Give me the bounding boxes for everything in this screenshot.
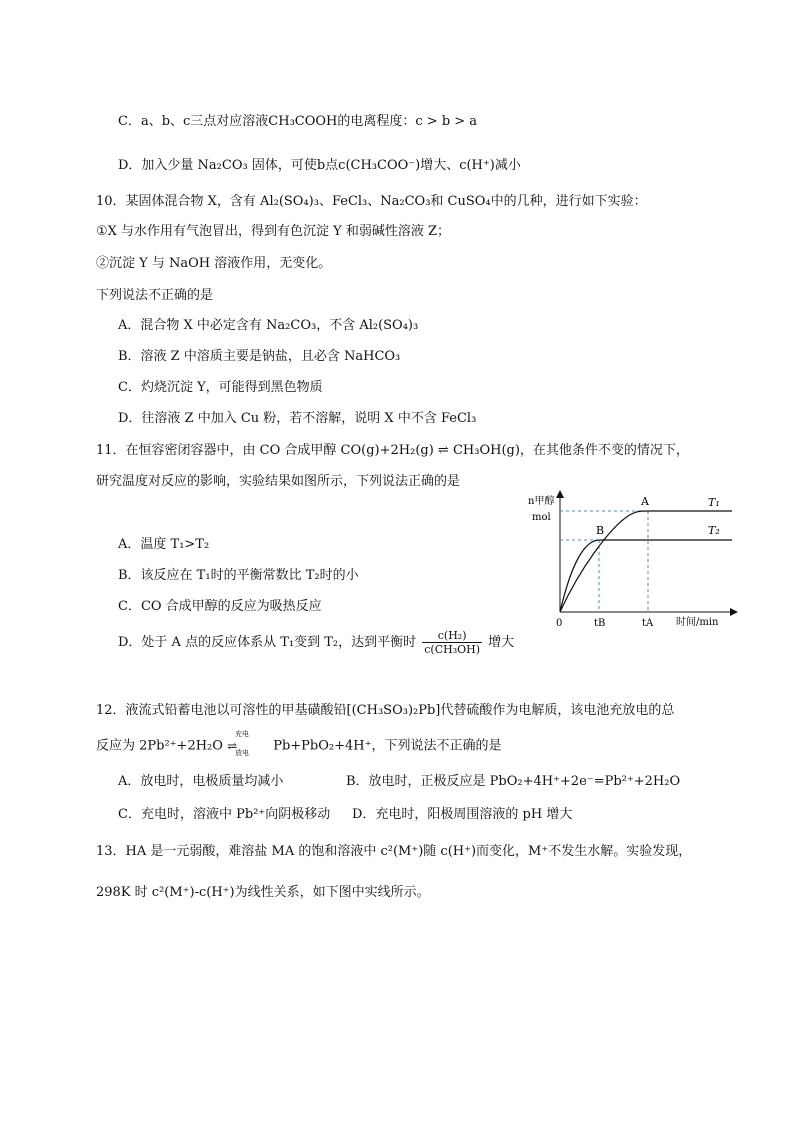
fraction-numerator: c(H₂) (422, 629, 482, 643)
q12-reaction-left: 反应为 2Pb²⁺+2H₂O (96, 738, 223, 754)
q11-option-a: A．温度 T₁>T₂ (118, 537, 210, 552)
q11-option-c: C．CO 合成甲醇的反应为吸热反应 (118, 599, 322, 614)
q12-option-b: B．放电时，正极反应是 PbO₂+4H⁺+2e⁻=Pb²⁺+2H₂O (346, 774, 681, 789)
q11-stem-line-2: 研究温度对反应的影响，实验结果如图所示，下列说法正确的是 (96, 474, 461, 489)
point-a-label: A (641, 495, 649, 508)
q11-graph (510, 488, 750, 638)
q12-reaction-right: Pb+PbO₂+4H⁺，下列说法不正确的是 (273, 738, 502, 754)
q11-stem-line-1: 11．在恒容密闭容器中，由 CO 合成甲醇 CO(g)+2H₂(g) ⇌ CH₃OH(g)，在其他条件不变的情况下， (96, 443, 689, 458)
q11-option-d-suffix: 增大 (488, 635, 515, 650)
q12-reaction-arrow (227, 730, 269, 757)
q10-option-b: B．溶液 Z 中溶质主要是钠盐，且必含 NaHCO₃ (118, 349, 401, 364)
arrow-charge-label: 充电 (235, 730, 250, 738)
q10-step-2: ②沉淀 Y 与 NaOH 溶液作用，无变化。 (96, 256, 332, 271)
tick-tb-label: tB (594, 618, 606, 629)
q11-option-b: B．该反应在 T₁时的平衡常数比 T₂时的小 (118, 568, 359, 583)
q12-stem-line-1: 12．液流式铅蓄电池以可溶性的甲基磺酸铅[(CH₃SO₃)₂Pb]代替硫酸作为电解质，该电池充放电的总 (96, 703, 675, 718)
q11-option-d-text: D．处于 A 点的反应体系从 T₁变到 T₂，达到平衡时 (118, 635, 417, 650)
origin-label: 0 (556, 618, 563, 629)
x-axis-label: 时间/min (676, 617, 719, 628)
curve-t2 (560, 540, 732, 612)
y-axis-unit: mol (532, 512, 551, 523)
q10-option-d: D．往溶液 Z 中加入 Cu 粉，若不溶解，说明 X 中不含 FeCl₃ (118, 411, 477, 426)
q12-option-d: D．充电时，阳极周围溶液的 pH 增大 (352, 807, 573, 822)
q11-option-d (118, 626, 514, 660)
fraction-denominator: c(CH₃OH) (424, 643, 481, 656)
point-b-label: B (596, 524, 605, 537)
y-axis-label: n甲醇 (528, 496, 555, 507)
q10-question: 下列说法不正确的是 (96, 288, 214, 303)
q13-stem-line-1: 13．HA 是一元弱酸，难溶盐 MA 的饱和溶液中 c²(M⁺)随 c(H⁺)而变化，M⁺不发生水解。实验发现， (96, 844, 692, 859)
q10-option-c: C．灼烧沉淀 Y，可能得到黑色物质 (118, 380, 323, 395)
q9-option-c: C．a、b、c三点对应溶液CH₃COOH的电离程度：c > b > a (118, 114, 478, 129)
q12-option-a: A．放电时，电极质量均减小 (118, 774, 284, 789)
curve-t1-label: T₁ (708, 496, 720, 509)
q9-option-d: D．加入少量 Na₂CO₃ 固体，可使b点c(CH₃COO⁻)增大、c(H⁺)减小 (118, 158, 521, 173)
tick-ta-label: tA (642, 618, 654, 629)
q13-stem-line-2: 298K 时 c²(M⁺)-c(H⁺)为线性关系，如下图中实线所示。 (96, 885, 430, 900)
q10-stem: 10．某固体混合物 X，含有 Al₂(SO₄)₃、FeCl₃、Na₂CO₃和 CuSO₄中的几种，进行如下实验： (96, 194, 647, 209)
curve-t2-label: T₂ (708, 524, 720, 537)
q12-stem-line-2 (96, 730, 502, 757)
q11-option-d-fraction (422, 629, 482, 656)
q10-option-a: A．混合物 X 中必定含有 Na₂CO₃，不含 Al₂(SO₄)₃ (118, 318, 419, 333)
arrow-discharge-label: 放电 (235, 749, 250, 757)
arrow-symbol: ⇌ (227, 739, 238, 753)
curve-t1 (560, 511, 732, 612)
q12-option-c: C．充电时，溶液中 Pb²⁺向阴极移动 (118, 807, 331, 822)
q10-step-1: ①X 与水作用有气泡冒出，得到有色沉淀 Y 和弱碱性溶液 Z； (96, 224, 451, 239)
